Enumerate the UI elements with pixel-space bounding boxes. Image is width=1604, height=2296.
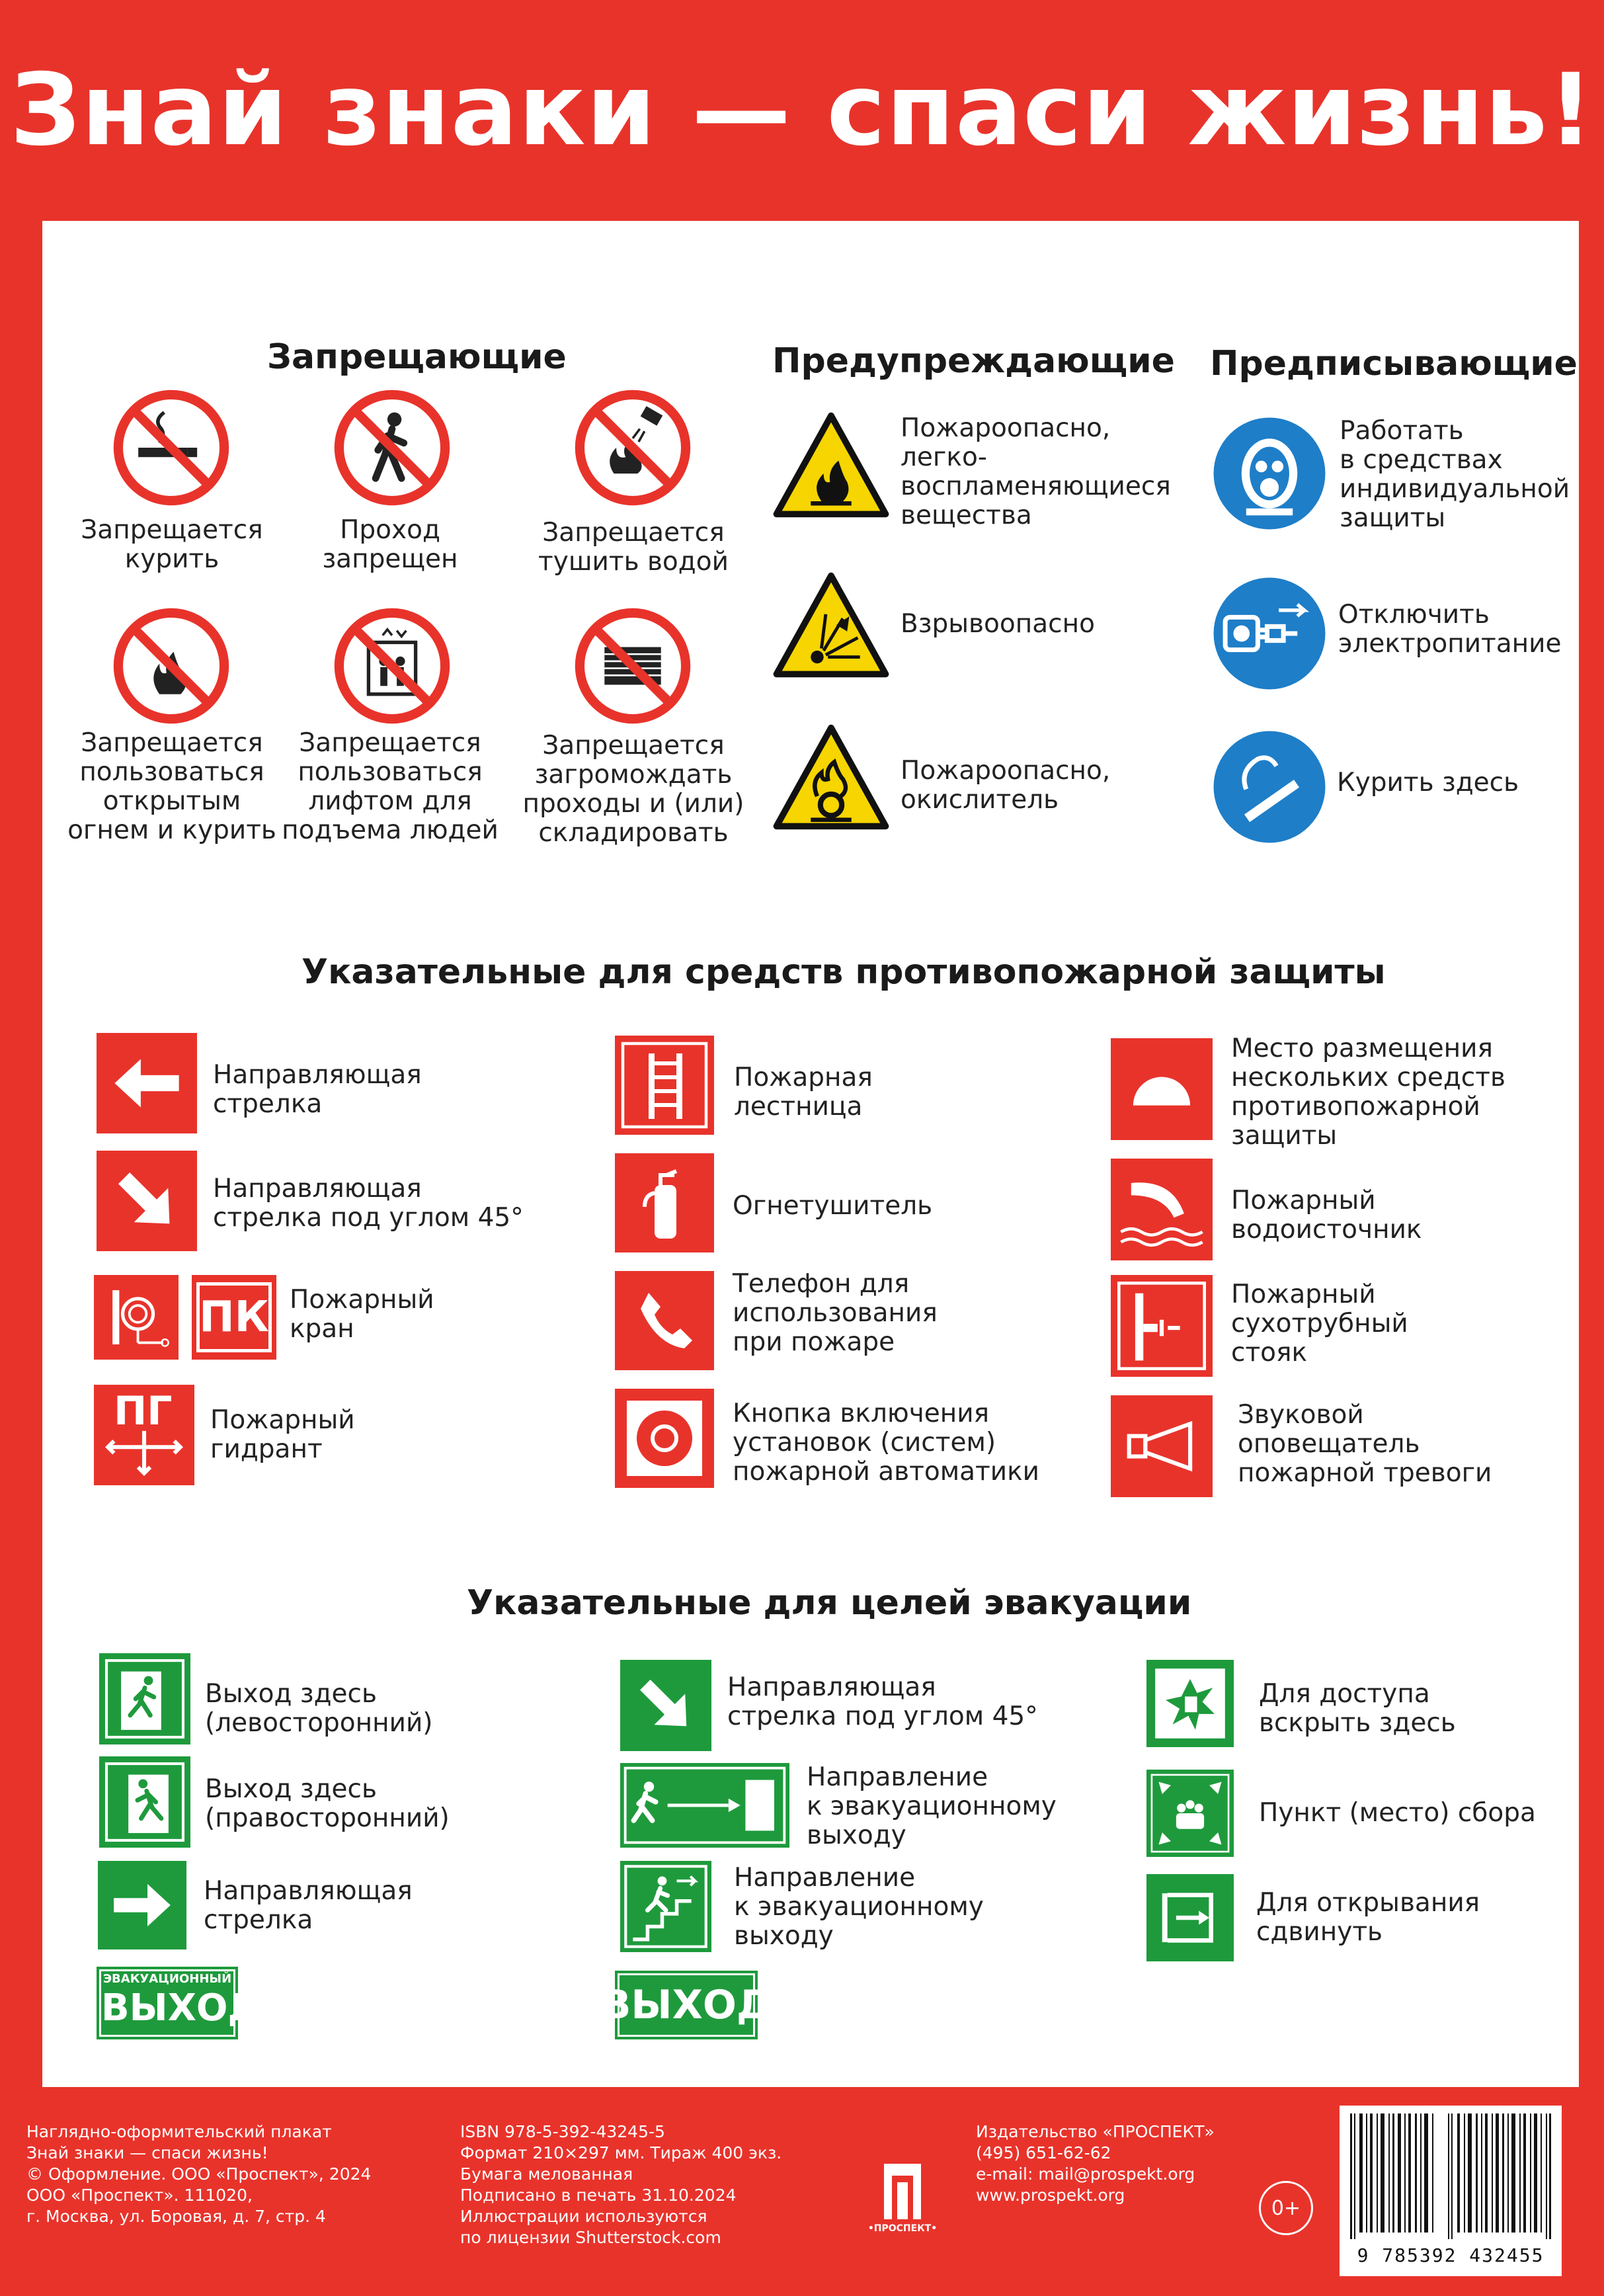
label-no-open-flame: Запрещается пользоваться открытым огнем и курить — [67, 728, 276, 845]
label-fire-arrow: Направляющая стрелка — [213, 1060, 422, 1119]
heading-prohibiting: Запрещающие — [267, 337, 567, 377]
label-extinguisher: Огнетушитель — [733, 1191, 933, 1221]
no-smoking-sign — [112, 389, 230, 507]
fire-arrow-left-sign — [97, 1033, 197, 1133]
footer-contacts: Издательство «ПРОСПЕКТ» (495) 651-62-62 e-mail: mail@prospekt.org www.prospekt.org — [976, 2122, 1215, 2205]
label-disconnect: Отключить электропитание — [1338, 600, 1562, 659]
fire-phone-sign — [615, 1271, 714, 1370]
no-entry-sign — [333, 389, 451, 507]
barcode: 9 785392 432455 — [1340, 2106, 1562, 2276]
no-elevator-sign — [333, 607, 451, 725]
footer-print-info: ISBN 978-5-392-43245-5 Формат 210×297 мм. Тираж 400 экз. Бумага мелованная Подписано в печать 31.10.2024 Иллюстрации используются по лицензии Shutterstock.com — [460, 2122, 782, 2247]
fire-arrow-diagonal-sign — [97, 1151, 197, 1251]
label-standpipe: Пожарный сухотрубный стояк — [1231, 1280, 1408, 1368]
label-assembly-point: Пункт (место) сбора — [1259, 1798, 1536, 1828]
label-fire-crane: Пожарный кран — [290, 1285, 434, 1344]
label-break-access: Для доступа вскрыть здесь — [1259, 1679, 1456, 1738]
no-water-sign — [574, 389, 692, 507]
break-to-access-sign — [1146, 1660, 1234, 1747]
explosive-warning-sign — [772, 571, 890, 678]
label-evac-direction-1: Направление к эвакуационному выходу — [807, 1762, 1057, 1850]
label-exit-left: Выход здесь (левосторонний) — [205, 1679, 433, 1738]
label-fire-phone: Телефон для использования при пожаре — [733, 1269, 938, 1357]
heading-warning: Предупреждающие — [772, 341, 1175, 381]
label-equipment-place: Место размещения нескольких средств противопожарной защиты — [1231, 1034, 1505, 1151]
no-storage-sign — [574, 607, 692, 725]
evac-arrow-45-sign — [620, 1660, 711, 1751]
label-evac-arrow: Направляющая стрелка — [204, 1876, 413, 1935]
exit-left-sign — [99, 1653, 190, 1744]
label-no-water: Запрещается тушить водой — [538, 518, 729, 577]
label-fire-button: Кнопка включения установок (систем) пожарной автоматики — [733, 1399, 1040, 1487]
fire-standpipe-sign — [1111, 1275, 1213, 1377]
label-fire-hydrant: Пожарный гидрант — [210, 1405, 355, 1464]
footer-publication-info: Наглядно-оформительский плакат Знай знаки — спаси жизнь! © Оформление. ООО «Проспект», 2024 ООО «Проспект». 111020, г. Москва, ул. Боровая, д. 7, стр. 4 — [26, 2122, 372, 2226]
label-slide-open: Для открывания сдвинуть — [1256, 1888, 1480, 1947]
label-oxidizer: Пожароопасно, окислитель — [901, 756, 1111, 815]
evac-stairs-sign — [620, 1861, 711, 1952]
fire-alarm-sounder-sign — [1111, 1395, 1213, 1497]
label-exit-right: Выход здесь (правосторонний) — [205, 1774, 450, 1833]
age-rating-badge: 0+ — [1259, 2181, 1313, 2235]
evac-direction-sign — [620, 1763, 789, 1848]
smoking-area-sign — [1211, 729, 1328, 845]
ppe-required-sign — [1211, 415, 1328, 532]
heading-mandatory: Предписывающие — [1210, 344, 1578, 384]
label-no-storage: Запрещается загромождать проходы и (или) складировать — [522, 731, 744, 848]
label-smoking-area: Курить здесь — [1337, 768, 1519, 798]
assembly-point-sign — [1146, 1770, 1234, 1857]
label-water-source: Пожарный водоисточник — [1231, 1186, 1422, 1245]
fire-ladder-sign — [615, 1036, 714, 1135]
label-fire-arrow-45: Направляющая стрелка под углом 45° — [213, 1174, 524, 1233]
label-ppe: Работать в средствах индивидуальной защиты — [1340, 416, 1570, 533]
flammable-warning-sign — [772, 411, 890, 518]
fire-hose-sign — [94, 1275, 179, 1360]
fire-water-source-sign — [1111, 1159, 1213, 1260]
label-flammable: Пожароопасно, легко- воспламеняющиеся вещества — [901, 413, 1171, 530]
evac-exit-sign-big: ВЫХОД — [615, 1971, 758, 2039]
publisher-logo: •ПРОСПЕКТ• — [866, 2164, 939, 2234]
fire-equipment-place-sign — [1111, 1038, 1213, 1140]
exit-right-sign — [99, 1756, 190, 1848]
evac-exit-sign-small: ЭВАКУАЦИОННЫЙ ВЫХОД — [97, 1967, 238, 2039]
oxidizer-warning-sign — [772, 723, 890, 831]
evac-arrow-sign — [98, 1861, 186, 1949]
label-no-entry: Проход запрещен — [322, 515, 458, 574]
label-fire-ladder: Пожарная лестница — [734, 1063, 873, 1122]
label-evac-arrow-45: Направляющая стрелка под углом 45° — [727, 1672, 1038, 1731]
slide-to-open-sign — [1146, 1874, 1234, 1961]
label-explosive: Взрывоопасно — [901, 609, 1095, 639]
fire-hydrant-pg-sign: ПГ — [94, 1385, 194, 1485]
heading-evacuation: Указательные для целей эвакуации — [467, 1583, 1192, 1623]
fire-button-sign — [615, 1389, 714, 1488]
label-evac-direction-2: Направление к эвакуационному выходу — [734, 1863, 984, 1951]
label-no-smoking: Запрещается курить — [81, 515, 263, 574]
fire-hydrant-pk-sign: ПК — [192, 1275, 276, 1360]
disconnect-power-sign — [1211, 575, 1328, 692]
heading-fire-equipment: Указательные для средств противопожарной защиты — [301, 952, 1386, 992]
label-alarm-sounder: Звуковой оповещатель пожарной тревоги — [1238, 1400, 1492, 1488]
label-no-elevator: Запрещается пользоваться лифтом для подъема людей — [282, 728, 499, 845]
no-open-flame-sign — [112, 607, 230, 725]
poster-title: Знай знаки — спаси жизнь! — [10, 53, 1594, 168]
fire-extinguisher-sign — [615, 1153, 714, 1252]
